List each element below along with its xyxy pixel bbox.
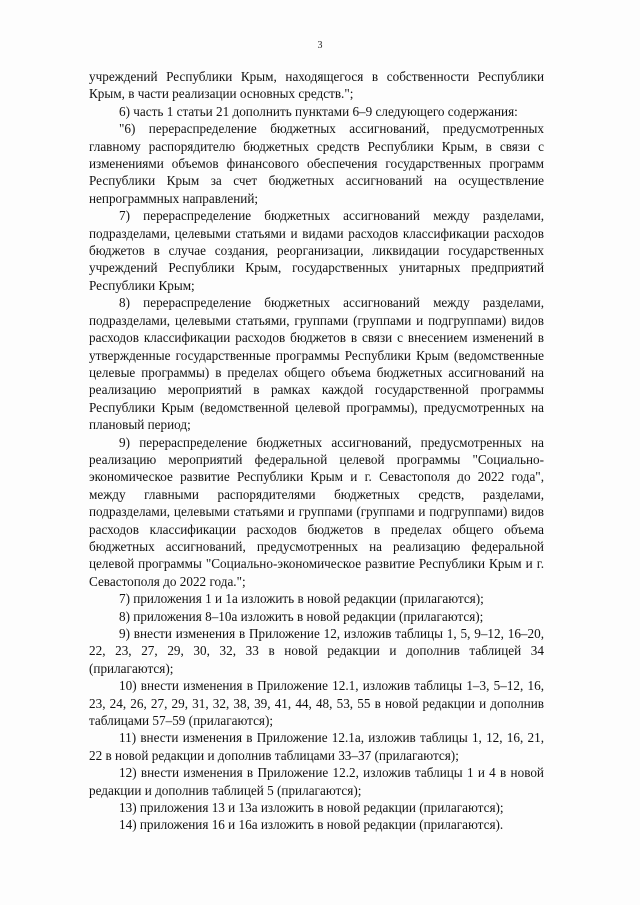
- paragraph: 13) приложения 13 и 13а изложить в новой редакции (прилагаются);: [119, 800, 504, 816]
- paragraph: учреждений Республики Крым, находящегося в собственности Республики Крым, в части реализации основных средств.";: [89, 69, 544, 102]
- paragraph: 6) часть 1 статьи 21 дополнить пунктами 6–9 следующего содержания:: [119, 103, 518, 119]
- paragraph: 9) внести изменения в Приложение 12, изложив таблицы 1, 5, 9–12, 16–20, 22, 23, 27, 29, 30, 32, 33 в новой редакции и дополнив таблицей 34 (прилагаются);: [89, 626, 544, 676]
- paragraph: 7) перераспределение бюджетных ассигнований между разделами, подразделами, целевыми статьями и видами расходов классификации расходов бюджетов в случае создания, реорганизации, ликвидации государственных учреждений Республики Крым, государственных унитарных предприятий Республики Крым;: [89, 208, 544, 293]
- page-number: 3: [317, 40, 323, 51]
- paragraph: 9) перераспределение бюджетных ассигнований, предусмотренных на реализацию мероприятий федеральной целевой программы "Социально-экономическое развитие Республики Крым и г. Севастополя до 2022 года", между главными распорядителями бюджетных средств, разделами, подразделами, целевыми статьями и группами (группами и подгруппами) видов расходов классификации расходов бюджетов в пределах общего объема бюджетных ассигнований, предусмотренных на реализацию федеральной целевой программы "Социально-экономическое развитие Республики Крым и г. Севастополя до 2022 года.";: [89, 434, 544, 589]
- paragraph: "6) перераспределение бюджетных ассигнований, предусмотренных главному распорядителю бюджетных средств Республики Крым, в связи с изменениями объемов финансового обеспечения государственных программ Республики Крым за счет бюджетных ассигнований на осуществление непрограммных направлений;: [89, 121, 544, 206]
- paragraph: 10) внести изменения в Приложение 12.1, изложив таблицы 1–3, 5–12, 16, 23, 24, 26, 27, 29, 31, 32, 38, 39, 41, 44, 48, 53, 55 в новой редакции и дополнив таблицами 57–59 (прилагаются);: [89, 678, 544, 729]
- paragraph: 8) приложения 8–10а изложить в новой редакции (прилагаются);: [119, 608, 484, 624]
- paragraph: 12) внести изменения в Приложение 12.2, изложив таблицы 1 и 4 в новой редакции и дополнив таблицей 5 (прилагаются);: [89, 765, 544, 798]
- paragraph: 7) приложения 1 и 1а изложить в новой редакции (прилагаются);: [119, 591, 484, 607]
- paragraph: 14) приложения 16 и 16а изложить в новой редакции (прилагаются).: [119, 817, 504, 833]
- paragraph: 11) внести изменения в Приложение 12.1а, изложив таблицы 1, 12, 16, 21, 22 в новой редакции и дополнив таблицами 33–37 (прилагаются);: [89, 730, 544, 763]
- document-body: [89, 68, 544, 834]
- paragraph: 8) перераспределение бюджетных ассигнований между разделами, подразделами, целевыми статьями, группами (группами и подгруппами) видов расходов классификации расходов бюджетов в связи с внесением изменений в утвержденные государственные программы Республики Крым (ведомственные целевые программы) в пределах общего объема бюджетных ассигнований на реализацию мероприятий в рамках каждой государственной программы Республики Крым (ведомственной целевой программы), предусмотренных на плановый период;: [89, 295, 544, 433]
